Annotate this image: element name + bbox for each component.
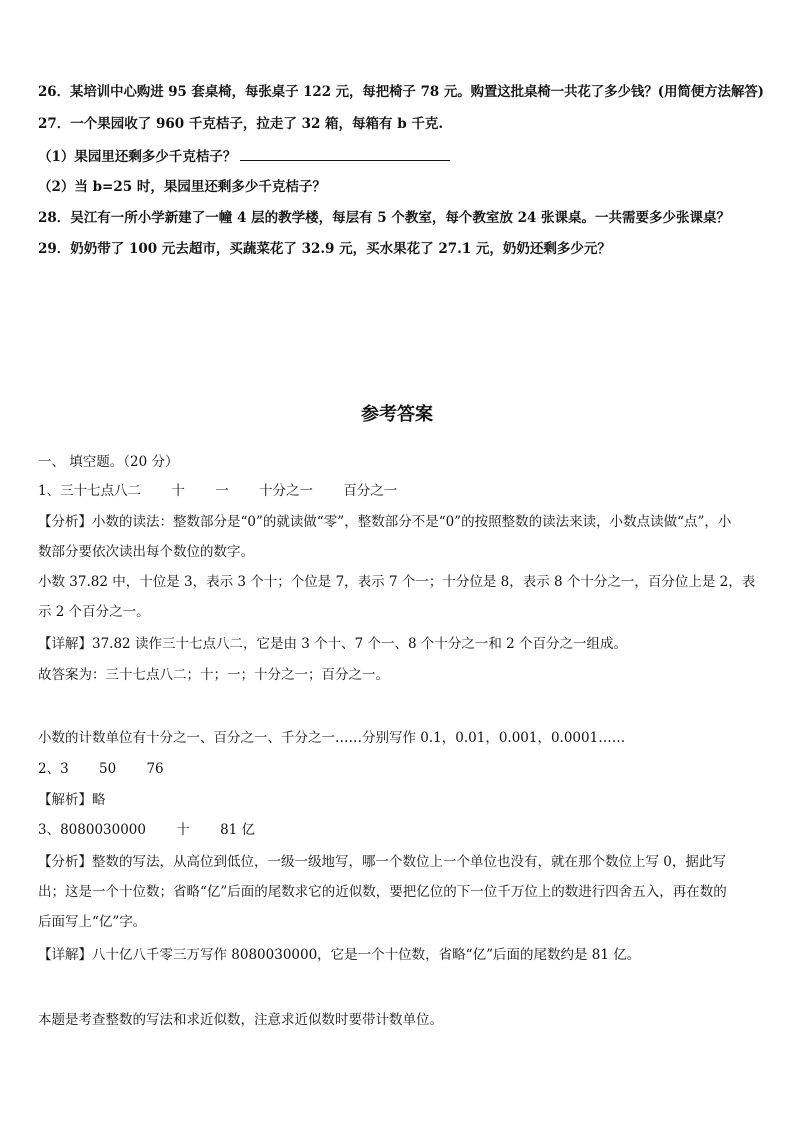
question-26: 26．某培训中心购进 95 套桌椅，每张桌子 122 元，每把椅子 78 元。购置这批桌椅一共花了多少钱？(用简便方法解答) <box>38 84 765 100</box>
answer-1-final: 故答案为：三十七点八二；十；一；十分之一；百分之一。 <box>38 667 389 683</box>
question-27-part-1 <box>38 146 450 167</box>
question-28: 28．吴江有一所小学新建了一幢 4 层的教学楼，每层有 5 个教室，每个教室放 24 张课桌。一共需要多少张课桌？ <box>38 210 731 226</box>
answer-3-analysis-line-2: 出；这是一个十位数；省略“亿”后面的尾数求它的近似数，要把亿位的下一位千万位上的数进行四舍五入，再在数的 <box>38 884 727 900</box>
answer-3-analysis-line-3: 后面写上“亿”字。 <box>38 914 147 930</box>
answer-1-number: 1、三十七点八二 <box>38 483 142 499</box>
question-27-part-2: （2）当 b=25 时，果园里还剩多少千克桔子？ <box>38 179 326 195</box>
answer-1-detail: 【详解】37.82 读作三十七点八二，它是由 3 个十、7 个一、8 个十分之一和 2 个百分之一组成。 <box>38 636 628 652</box>
answer-2-blank-1: 50 <box>98 761 117 777</box>
answer-1-analysis-line-3: 小数 37.82 中，十位是 3，表示 3 个十；个位是 7，表示 7 个一；十分位是 8，表示 8 个十分之一，百分位上是 2，表 <box>38 574 756 590</box>
answer-key-title: 参考答案 <box>361 404 433 425</box>
answer-3-blank-1: 十 <box>176 822 190 838</box>
answer-1-blank-3: 十分之一 <box>258 483 313 499</box>
answer-1-blank-4: 百分之一 <box>343 483 398 499</box>
answer-3-analysis-line-1: 【分析】整数的写法，从高位到低位，一级一级地写，哪一个数位上一个单位也没有，就在那个数位上写 0，据此写 <box>38 854 726 870</box>
answer-3-note: 本题是考查整数的写法和求近似数，注意求近似数时要带计数单位。 <box>38 1012 443 1028</box>
answer-3-number: 3、8080030000 <box>38 822 146 838</box>
answer-1-blank-2: 一 <box>215 483 229 499</box>
answer-1-note: 小数的计数单位有十分之一、百分之一、千分之一……分别写作 0.1，0.01，0.001，0.0001…… <box>38 730 626 746</box>
question-29: 29．奶奶带了 100 元去超市，买蔬菜花了 32.9 元，买水果花了 27.1 元，奶奶还剩多少元？ <box>38 241 611 257</box>
section-1-heading: 一、 填空题。（20 分） <box>38 454 179 470</box>
answer-3-line <box>38 820 255 840</box>
answer-1-analysis-line-2: 数部分要依次读出每个数位的数字。 <box>38 544 254 560</box>
answer-2-line <box>38 759 164 779</box>
answer-2-number: 2、3 <box>38 761 69 777</box>
answer-3-blank-2: 81 亿 <box>220 822 256 838</box>
answer-2-blank-2: 76 <box>146 761 164 777</box>
answer-1-line <box>38 481 397 501</box>
answer-1-blank-1: 十 <box>171 483 185 499</box>
answer-blank-line <box>240 146 450 161</box>
answer-2-analysis: 【解析】略 <box>38 792 106 808</box>
question-27: 27．一个果园收了 960 千克桔子，拉走了 32 箱，每箱有 b 千克. <box>38 116 444 132</box>
answer-3-detail: 【详解】八十亿八千零三万写作 8080030000，它是一个十位数，省略“亿”后面的尾数约是 81 亿。 <box>38 947 641 963</box>
answer-1-analysis-line-4: 示 2 个百分之一。 <box>38 604 150 620</box>
question-27-part-1-text: （1）果园里还剩多少千克桔子？ <box>38 149 237 165</box>
answer-1-analysis-line-1: 【分析】小数的读法：整数部分是“0”的就读做“零”，整数部分不是“0”的按照整数的读法来读，小数点读做“点”，小 <box>38 514 732 530</box>
